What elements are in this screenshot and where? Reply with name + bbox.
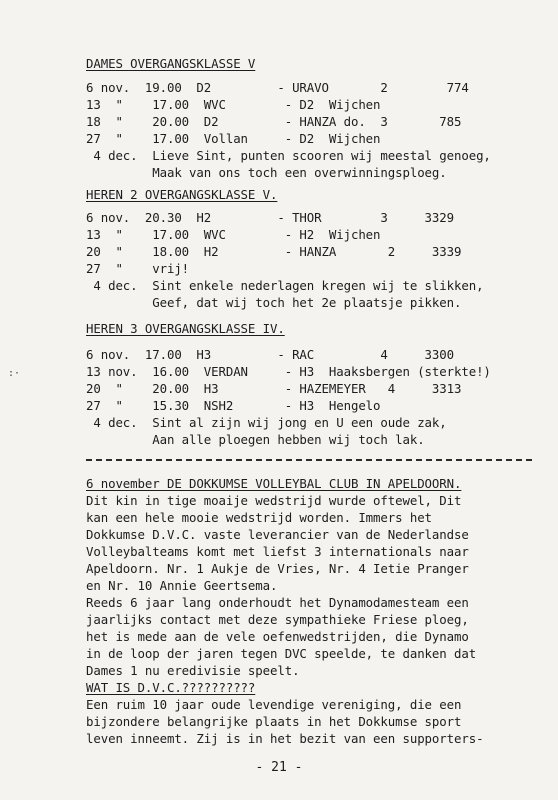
schedule-row: 27 " vrij! <box>86 261 190 276</box>
article-line: Dokkumse D.V.C. vaste leverancier van de Nederlandse <box>86 527 469 542</box>
article-line: Dit kin in tige moaije wedstrijd wurde oftewel, Dit <box>86 493 462 508</box>
article-heading: 6 november DE DOKKUMSE VOLLEYBAL CLUB IN APELDOORN. <box>86 476 462 491</box>
margin-mark: :· <box>8 368 21 379</box>
schedule-row: Maak van ons toch een overwinningsploeg. <box>86 165 447 180</box>
article-subheading: WAT IS D.V.C.?????????? <box>86 680 256 695</box>
schedule-row: 13 " 17.00 WVC - D2 Wijchen <box>86 97 381 112</box>
article-line: Dames 1 nu eredivisie speelt. <box>86 663 300 678</box>
article-line: bijzondere belangrijke plaats in het Dokkumse sport <box>86 714 462 729</box>
section-heading-heren-3: HEREN 3 OVERGANGSKLASSE IV. <box>86 321 285 336</box>
schedule-row: 6 nov. 19.00 D2 - URAVO 2 774 <box>86 80 469 95</box>
article-line: jaarlijks contact met deze sympathieke Friese ploeg, <box>86 612 469 627</box>
schedule-row: 4 dec. Sint enkele nederlagen kregen wij te slikken, <box>86 278 484 293</box>
schedule-row: 27 " 17.00 Vollan - D2 Wijchen <box>86 131 381 146</box>
schedule-row: 4 dec. Sint al zijn wij jong en U een oude zak, <box>86 415 447 430</box>
article-line: en Nr. 10 Annie Geertsema. <box>86 578 278 593</box>
article-line: het is mede aan de vele oefenwedstrijden, die Dynamo <box>86 629 469 644</box>
article-line: leven inneemt. Zij is in het bezit van een supporters- <box>86 731 484 746</box>
schedule-row: 13 nov. 16.00 VERDAN - H3 Haaksbergen (sterkte!) <box>86 364 491 379</box>
schedule-row: 6 nov. 17.00 H3 - RAC 4 3300 <box>86 347 454 362</box>
schedule-row: 20 " 20.00 H3 - HAZEMEYER 4 3313 <box>86 381 462 396</box>
article-line: in de loop der jaren tegen DVC speelde, te danken dat <box>86 646 477 661</box>
article-line: Apeldoorn. Nr. 1 Aukje de Vries, Nr. 4 Ietie Pranger <box>86 561 469 576</box>
article-line: Reeds 6 jaar lang onderhoudt het Dynamodamesteam een <box>86 595 469 610</box>
page-number: - 21 - <box>255 760 303 775</box>
schedule-row: 27 " 15.30 NSH2 - H3 Hengelo <box>86 398 381 413</box>
dashed-separator <box>86 459 532 461</box>
schedule-row: 18 " 20.00 D2 - HANZA do. 3 785 <box>86 114 462 129</box>
schedule-row: 4 dec. Lieve Sint, punten scooren wij meestal genoeg, <box>86 148 491 163</box>
article-line: Volleybalteams komt met liefst 3 internationals naar <box>86 544 469 559</box>
section-heading-heren-2: HEREN 2 OVERGANGSKLASSE V. <box>86 187 278 202</box>
section-heading-dames: DAMES OVERGANGSKLASSE V <box>86 56 256 71</box>
article-line: Een ruim 10 jaar oude levendige vereniging, die een <box>86 697 462 712</box>
schedule-row: 6 nov. 20.30 H2 - THOR 3 3329 <box>86 210 454 225</box>
schedule-row: Geef, dat wij toch het 2e plaatsje pikken. <box>86 295 462 310</box>
schedule-row: 13 " 17.00 WVC - H2 Wijchen <box>86 227 381 242</box>
article-line: kan een hele mooie wedstrijd worden. Immers het <box>86 510 432 525</box>
schedule-row: Aan alle ploegen hebben wij toch lak. <box>86 432 425 447</box>
schedule-row: 20 " 18.00 H2 - HANZA 2 3339 <box>86 244 462 259</box>
